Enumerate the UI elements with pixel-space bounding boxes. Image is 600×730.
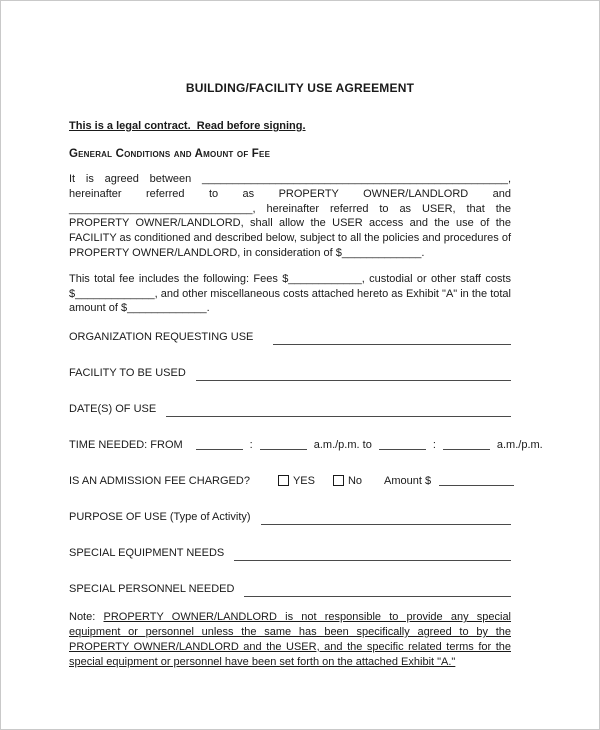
field-row-purpose [69, 510, 511, 525]
field-row-time [69, 438, 543, 453]
field-row-equipment [69, 546, 511, 561]
equipment-label: SPECIAL EQUIPMENT NEEDS [69, 547, 225, 560]
field-row-admission [69, 474, 511, 489]
document-body [1, 119, 599, 669]
facility-label: FACILITY TO BE USED [69, 367, 186, 380]
yes-label: YES [292, 475, 315, 488]
dates-label: DATE(S) OF USE [69, 403, 157, 416]
field-row-dates [69, 402, 511, 417]
fee-paragraph: This total fee includes the following: Fees $____________, custodial or other staff costs $_____________, and other miscellaneous costs attached hereto as Exhibit "A" in the total amount of $_____________. [69, 272, 511, 315]
note-paragraph [69, 610, 511, 669]
amount-label: Amount $ [384, 475, 432, 488]
time-to-label: a.m./p.m. to [313, 439, 372, 452]
personnel-input-line[interactable] [244, 585, 511, 597]
admission-label: IS AN ADMISSION FEE CHARGED? [69, 475, 250, 488]
document-title: BUILDING/FACILITY USE AGREEMENT [185, 81, 415, 95]
time-to-minute-line[interactable] [443, 440, 490, 450]
organization-label: ORGANIZATION REQUESTING USE [69, 331, 254, 344]
equipment-input-line[interactable] [234, 549, 511, 561]
time-to-hour-line[interactable] [379, 440, 426, 450]
purpose-label: PURPOSE OF USE (Type of Activity) [69, 511, 251, 524]
organization-input-line[interactable] [273, 333, 511, 345]
personnel-label: SPECIAL PERSONNEL NEEDED [69, 583, 235, 596]
dates-input-line[interactable] [166, 405, 511, 417]
no-checkbox[interactable] [333, 475, 344, 486]
legal-notice: This is a legal contract. Read before signing. [69, 120, 306, 132]
time-colon-to: : [432, 439, 436, 452]
time-label: TIME NEEDED: FROM [69, 439, 183, 452]
note-prefix: Note: [69, 611, 96, 624]
time-from-minute-line[interactable] [260, 440, 307, 450]
amount-input-line[interactable] [439, 476, 514, 486]
field-row-organization [69, 330, 511, 345]
time-from-hour-line[interactable] [196, 440, 243, 450]
purpose-input-line[interactable] [261, 513, 511, 525]
field-row-facility [69, 366, 511, 381]
time-ampm-label: a.m./p.m. [496, 439, 543, 452]
yes-checkbox[interactable] [278, 475, 289, 486]
facility-input-line[interactable] [196, 369, 511, 381]
agreement-paragraph: It is agreed between __________________________________________________, hereinafter referred to as PROPERTY OWNER/LANDLORD and ______________________________, hereinafter referred to as USER, that the PROPERTY OWNER/LANDLORD, shall allow the USER access and the use of the FACILITY as conditioned and described below, subject to all the policies and procedures of PROPERTY OWNER/LANDLORD, in consideration of $_____________. [69, 173, 511, 259]
time-colon-from: : [249, 439, 253, 452]
field-row-personnel [69, 582, 511, 597]
section-heading: General Conditions and Amount of Fee [69, 148, 271, 160]
no-label: No [347, 475, 363, 488]
note-text: PROPERTY OWNER/LANDLORD is not responsible to provide any special equipment or personnel unless the same has been specifically agreed to by the PROPERTY OWNER/LANDLORD and the USER, and the specific related terms for the special equipment or personnel have been set forth on the attached Exhibit "A." [69, 611, 512, 668]
